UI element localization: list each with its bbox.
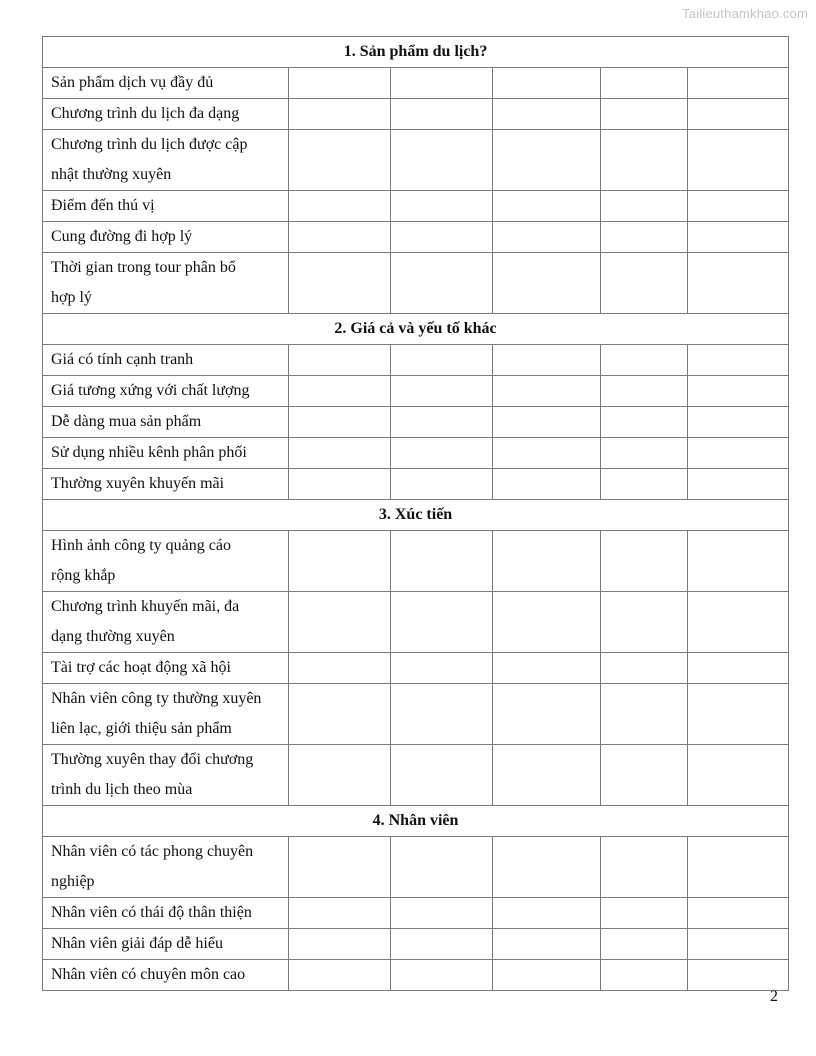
rating-cell[interactable] <box>493 960 601 991</box>
criterion-row <box>43 684 789 745</box>
rating-cell[interactable] <box>493 929 601 960</box>
criterion-text-line: Nhân viên giải đáp dễ hiểu <box>51 935 223 952</box>
rating-cell[interactable] <box>289 438 391 469</box>
rating-cell[interactable] <box>601 592 688 653</box>
rating-cell[interactable] <box>688 684 789 745</box>
rating-cell[interactable] <box>601 99 688 130</box>
rating-cell[interactable] <box>391 376 493 407</box>
criterion-row <box>43 130 789 191</box>
rating-cell[interactable] <box>688 898 789 929</box>
section-header-row <box>43 806 789 837</box>
rating-cell[interactable] <box>601 684 688 745</box>
rating-cell[interactable] <box>601 191 688 222</box>
rating-cell[interactable] <box>601 345 688 376</box>
rating-cell[interactable] <box>289 653 391 684</box>
rating-cell[interactable] <box>688 745 789 806</box>
rating-cell[interactable] <box>289 684 391 745</box>
page-number: 2 <box>770 988 778 1005</box>
criterion-label <box>43 130 289 191</box>
rating-cell[interactable] <box>601 130 688 191</box>
rating-cell[interactable] <box>493 130 601 191</box>
criterion-text-line: Giá tương xứng với chất lượng <box>51 382 250 399</box>
rating-cell[interactable] <box>493 68 601 99</box>
rating-cell[interactable] <box>289 592 391 653</box>
criterion-text-line: Hình ảnh công ty quảng cáo <box>51 537 231 554</box>
rating-cell[interactable] <box>601 222 688 253</box>
rating-cell[interactable] <box>601 253 688 314</box>
rating-cell[interactable] <box>601 68 688 99</box>
rating-cell[interactable] <box>688 653 789 684</box>
criterion-label <box>43 345 289 376</box>
criterion-label <box>43 531 289 592</box>
rating-cell[interactable] <box>688 376 789 407</box>
criterion-row <box>43 929 789 960</box>
rating-cell[interactable] <box>493 745 601 806</box>
rating-cell[interactable] <box>688 99 789 130</box>
criterion-label <box>43 960 289 991</box>
rating-cell[interactable] <box>289 837 391 898</box>
rating-cell[interactable] <box>493 684 601 745</box>
criterion-text-line: trình du lịch theo mùa <box>51 781 193 798</box>
criterion-row <box>43 592 789 653</box>
rating-cell[interactable] <box>601 745 688 806</box>
rating-cell[interactable] <box>391 438 493 469</box>
rating-cell[interactable] <box>493 898 601 929</box>
rating-cell[interactable] <box>391 469 493 500</box>
criterion-row <box>43 376 789 407</box>
criterion-label <box>43 837 289 898</box>
rating-cell[interactable] <box>601 376 688 407</box>
rating-cell[interactable] <box>688 191 789 222</box>
rating-cell[interactable] <box>688 960 789 991</box>
rating-cell[interactable] <box>493 345 601 376</box>
rating-cell[interactable] <box>289 960 391 991</box>
rating-cell[interactable] <box>601 929 688 960</box>
criterion-row <box>43 191 789 222</box>
criterion-label <box>43 684 289 745</box>
rating-cell[interactable] <box>688 592 789 653</box>
rating-cell[interactable] <box>601 407 688 438</box>
rating-cell[interactable] <box>493 837 601 898</box>
rating-cell[interactable] <box>289 345 391 376</box>
rating-cell[interactable] <box>688 407 789 438</box>
criterion-text-line: Sử dụng nhiều kênh phân phối <box>51 444 247 461</box>
criterion-row <box>43 960 789 991</box>
rating-cell[interactable] <box>688 130 789 191</box>
rating-cell[interactable] <box>289 130 391 191</box>
criterion-text-line: Điểm đến thú vị <box>51 197 155 214</box>
criterion-label <box>43 438 289 469</box>
rating-cell[interactable] <box>289 376 391 407</box>
rating-cell[interactable] <box>493 407 601 438</box>
rating-cell[interactable] <box>601 469 688 500</box>
rating-cell[interactable] <box>391 684 493 745</box>
criterion-row <box>43 99 789 130</box>
rating-cell[interactable] <box>289 898 391 929</box>
criterion-text-line: Nhân viên công ty thường xuyên <box>51 690 262 707</box>
criterion-label <box>43 191 289 222</box>
rating-cell[interactable] <box>289 745 391 806</box>
rating-cell[interactable] <box>391 130 493 191</box>
rating-cell[interactable] <box>688 929 789 960</box>
criterion-row <box>43 531 789 592</box>
criterion-label <box>43 99 289 130</box>
rating-cell[interactable] <box>601 438 688 469</box>
criterion-label <box>43 469 289 500</box>
rating-cell[interactable] <box>391 222 493 253</box>
criterion-text-line: rộng khắp <box>51 567 116 584</box>
criterion-text-line: dạng thường xuyên <box>51 628 175 645</box>
criterion-label <box>43 407 289 438</box>
rating-cell[interactable] <box>493 222 601 253</box>
criterion-text-line: liên lạc, giới thiệu sản phẩm <box>51 720 232 737</box>
criterion-text-line: Tài trợ các hoạt động xã hội <box>51 659 231 676</box>
rating-cell[interactable] <box>688 531 789 592</box>
criterion-text-line: Nhân viên có tác phong chuyên <box>51 843 254 860</box>
rating-cell[interactable] <box>289 191 391 222</box>
rating-cell[interactable] <box>289 469 391 500</box>
criterion-label <box>43 929 289 960</box>
rating-cell[interactable] <box>601 531 688 592</box>
criterion-text-line: Nhân viên có chuyên môn cao <box>51 966 246 983</box>
criterion-text-line: Nhân viên có thái độ thân thiện <box>51 904 252 921</box>
rating-cell[interactable] <box>688 253 789 314</box>
section-title: 3. Xúc tiến <box>43 500 789 531</box>
rating-cell[interactable] <box>391 929 493 960</box>
rating-cell[interactable] <box>493 438 601 469</box>
criterion-row <box>43 438 789 469</box>
criterion-text-line: Cung đường đi hợp lý <box>51 228 193 245</box>
criterion-label <box>43 222 289 253</box>
criterion-row <box>43 745 789 806</box>
rating-cell[interactable] <box>391 253 493 314</box>
criterion-row <box>43 222 789 253</box>
criterion-row <box>43 469 789 500</box>
criterion-row <box>43 253 789 314</box>
criterion-text-line: Thường xuyên khuyến mãi <box>51 475 225 492</box>
rating-cell[interactable] <box>391 531 493 592</box>
section-header-row <box>43 37 789 68</box>
criterion-label <box>43 592 289 653</box>
rating-cell[interactable] <box>391 653 493 684</box>
criterion-text-line: Thời gian trong tour phân bổ <box>51 259 236 276</box>
rating-cell[interactable] <box>289 222 391 253</box>
section-header-row <box>43 314 789 345</box>
section-title: 2. Giá cả và yếu tố khác <box>43 314 789 345</box>
rating-cell[interactable] <box>289 407 391 438</box>
watermark: Tailieuthamkhao.com <box>682 6 808 21</box>
rating-cell[interactable] <box>493 253 601 314</box>
criterion-text-line: Giá có tính cạnh tranh <box>51 351 194 368</box>
rating-cell[interactable] <box>391 191 493 222</box>
rating-cell[interactable] <box>688 438 789 469</box>
rating-cell[interactable] <box>391 592 493 653</box>
rating-cell[interactable] <box>391 837 493 898</box>
rating-cell[interactable] <box>601 898 688 929</box>
rating-cell[interactable] <box>289 68 391 99</box>
rating-cell[interactable] <box>493 376 601 407</box>
rating-cell[interactable] <box>289 253 391 314</box>
criterion-row <box>43 68 789 99</box>
section-header-row <box>43 500 789 531</box>
rating-cell[interactable] <box>601 653 688 684</box>
criterion-text-line: Chương trình du lịch được cập <box>51 136 248 153</box>
rating-cell[interactable] <box>493 191 601 222</box>
rating-cell[interactable] <box>391 407 493 438</box>
rating-cell[interactable] <box>601 960 688 991</box>
criterion-row <box>43 653 789 684</box>
survey-table <box>42 36 789 991</box>
criterion-label <box>43 253 289 314</box>
rating-cell[interactable] <box>493 469 601 500</box>
criterion-label <box>43 898 289 929</box>
criterion-row <box>43 345 789 376</box>
rating-cell[interactable] <box>391 898 493 929</box>
rating-cell[interactable] <box>391 345 493 376</box>
rating-cell[interactable] <box>688 345 789 376</box>
criterion-text-line: Dễ dàng mua sản phẩm <box>51 413 202 430</box>
rating-cell[interactable] <box>391 99 493 130</box>
rating-cell[interactable] <box>688 68 789 99</box>
criterion-row <box>43 898 789 929</box>
rating-cell[interactable] <box>688 469 789 500</box>
rating-cell[interactable] <box>391 68 493 99</box>
criterion-label <box>43 376 289 407</box>
rating-cell[interactable] <box>493 653 601 684</box>
rating-cell[interactable] <box>289 531 391 592</box>
criterion-text-line: Thường xuyên thay đổi chương <box>51 751 254 768</box>
criterion-label <box>43 68 289 99</box>
rating-cell[interactable] <box>688 837 789 898</box>
rating-cell[interactable] <box>493 531 601 592</box>
criterion-row <box>43 837 789 898</box>
survey-table-body <box>43 37 789 991</box>
criterion-text-line: nghiệp <box>51 873 95 890</box>
rating-cell[interactable] <box>493 99 601 130</box>
criterion-text-line: nhật thường xuyên <box>51 166 172 183</box>
section-title: 4. Nhân viên <box>43 806 789 837</box>
criterion-text-line: Chương trình khuyến mãi, đa <box>51 598 240 615</box>
rating-cell[interactable] <box>289 929 391 960</box>
criterion-text-line: Chương trình du lịch đa dạng <box>51 105 240 122</box>
rating-cell[interactable] <box>289 99 391 130</box>
rating-cell[interactable] <box>391 745 493 806</box>
rating-cell[interactable] <box>688 222 789 253</box>
criterion-label <box>43 745 289 806</box>
criterion-label <box>43 653 289 684</box>
criterion-text-line: hợp lý <box>51 289 92 306</box>
rating-cell[interactable] <box>391 960 493 991</box>
rating-cell[interactable] <box>601 837 688 898</box>
criterion-text-line: Sản phẩm dịch vụ đầy đủ <box>51 74 214 91</box>
section-title: 1. Sản phẩm du lịch? <box>43 37 789 68</box>
criterion-row <box>43 407 789 438</box>
rating-cell[interactable] <box>493 592 601 653</box>
